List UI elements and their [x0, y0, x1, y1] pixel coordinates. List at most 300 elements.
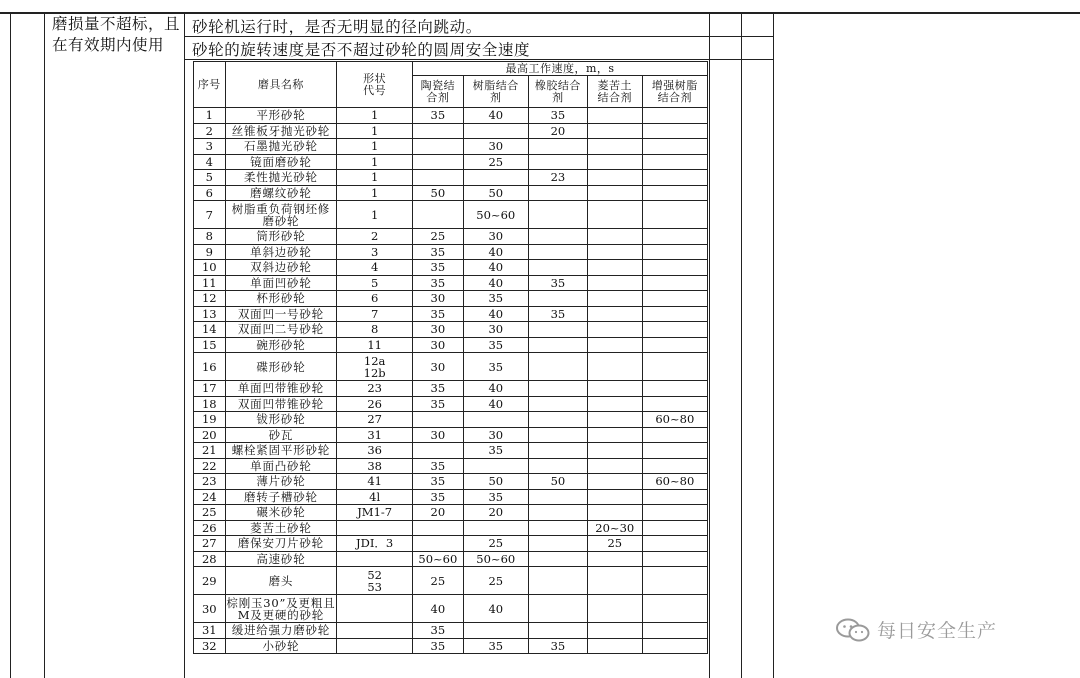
frame-line — [773, 12, 774, 678]
cell-resin: 20 — [463, 505, 528, 521]
cell-shape: 1 — [337, 108, 413, 124]
cell-magnesite — [587, 306, 642, 322]
table-row — [194, 595, 708, 623]
cell-name: 平形砂轮 — [225, 108, 337, 124]
cell-ceramic — [413, 154, 464, 170]
cell-name: 小砂轮 — [225, 638, 337, 654]
cell-resin: 35 — [463, 489, 528, 505]
cell-reinforced — [642, 381, 707, 397]
cell-ceramic: 30 — [413, 427, 464, 443]
cell-name: 单面凹带锥砂轮 — [225, 381, 337, 397]
cell-rubber — [528, 201, 587, 229]
header-rubber: 橡胶结合 剂 — [528, 76, 587, 108]
table-row — [194, 337, 708, 353]
wechat-icon — [835, 618, 871, 642]
cell-name: 丝锥板牙抛光砂轮 — [225, 123, 337, 139]
cell-resin — [463, 412, 528, 428]
cell-resin: 25 — [463, 536, 528, 552]
cell-resin: 50 — [463, 185, 528, 201]
cell-rubber: 20 — [528, 123, 587, 139]
cell-name: 双斜边砂轮 — [225, 260, 337, 276]
cell-reinforced — [642, 443, 707, 459]
cell-magnesite — [587, 322, 642, 338]
cell-magnesite: 20~30 — [587, 520, 642, 536]
cell-magnesite — [587, 185, 642, 201]
cell-magnesite — [587, 170, 642, 186]
cell-ceramic: 35 — [413, 638, 464, 654]
cell-rubber — [528, 427, 587, 443]
frame-line — [741, 12, 742, 678]
cell-no: 30 — [194, 595, 226, 623]
cell-name: 薄片砂轮 — [225, 474, 337, 490]
cell-no: 14 — [194, 322, 226, 338]
header-no: 序号 — [194, 62, 226, 108]
table-row — [194, 291, 708, 307]
cell-reinforced — [642, 567, 707, 595]
table-row — [194, 229, 708, 245]
cell-no: 23 — [194, 474, 226, 490]
cell-name: 双面凹二号砂轮 — [225, 322, 337, 338]
cell-resin: 30 — [463, 139, 528, 155]
cell-magnesite — [587, 427, 642, 443]
cell-rubber — [528, 520, 587, 536]
header-magnesite: 菱苦土 结合剂 — [587, 76, 642, 108]
cell-resin: 50 — [463, 474, 528, 490]
table-row — [194, 551, 708, 567]
cell-shape: 8 — [337, 322, 413, 338]
cell-rubber — [528, 458, 587, 474]
cell-rubber — [528, 381, 587, 397]
frame-line — [44, 12, 45, 678]
cell-reinforced — [642, 139, 707, 155]
cell-magnesite — [587, 154, 642, 170]
table-row — [194, 244, 708, 260]
cell-ceramic: 35 — [413, 306, 464, 322]
cell-resin — [463, 170, 528, 186]
cell-magnesite — [587, 201, 642, 229]
cell-magnesite — [587, 229, 642, 245]
cell-no: 21 — [194, 443, 226, 459]
cell-no: 27 — [194, 536, 226, 552]
cell-rubber — [528, 322, 587, 338]
cell-no: 13 — [194, 306, 226, 322]
cell-no: 22 — [194, 458, 226, 474]
cell-shape: 52 53 — [337, 567, 413, 595]
cell-resin: 35 — [463, 337, 528, 353]
cell-shape: 2 — [337, 229, 413, 245]
cell-magnesite — [587, 412, 642, 428]
cell-reinforced: 60~80 — [642, 412, 707, 428]
cell-no: 8 — [194, 229, 226, 245]
table-row — [194, 170, 708, 186]
cell-name: 树脂重负荷钢坯修磨砂轮 — [225, 201, 337, 229]
cell-magnesite: 25 — [587, 536, 642, 552]
cell-ceramic — [413, 139, 464, 155]
cell-reinforced — [642, 427, 707, 443]
cell-reinforced — [642, 275, 707, 291]
cell-magnesite — [587, 567, 642, 595]
table-row — [194, 322, 708, 338]
cell-reinforced — [642, 337, 707, 353]
header-name: 磨具名称 — [225, 62, 337, 108]
cell-no: 7 — [194, 201, 226, 229]
cell-magnesite — [587, 474, 642, 490]
cell-resin: 40 — [463, 244, 528, 260]
table-row — [194, 623, 708, 639]
header-speed-group: 最高工作速度，m，s — [413, 62, 708, 76]
cell-name: 磨头 — [225, 567, 337, 595]
cell-resin: 40 — [463, 108, 528, 124]
cell-rubber — [528, 244, 587, 260]
cell-shape: JM1-7 — [337, 505, 413, 521]
cell-reinforced — [642, 396, 707, 412]
table-row — [194, 520, 708, 536]
cell-name: 碗形砂轮 — [225, 337, 337, 353]
cell-name: 单斜边砂轮 — [225, 244, 337, 260]
cell-rubber: 35 — [528, 638, 587, 654]
cell-resin: 50~60 — [463, 551, 528, 567]
cell-no: 9 — [194, 244, 226, 260]
cell-name: 螺栓紧固平形砂轮 — [225, 443, 337, 459]
cell-resin: 40 — [463, 306, 528, 322]
cell-shape: 36 — [337, 443, 413, 459]
frame-line — [709, 12, 710, 678]
cell-reinforced — [642, 244, 707, 260]
header-shape: 形状 代号 — [337, 62, 413, 108]
cell-no: 15 — [194, 337, 226, 353]
cell-ceramic: 25 — [413, 567, 464, 595]
wheel-speed-table — [193, 61, 708, 654]
cell-name: 菱苦土砂轮 — [225, 520, 337, 536]
cell-name: 单面凸砂轮 — [225, 458, 337, 474]
cell-reinforced — [642, 595, 707, 623]
cell-shape: 6 — [337, 291, 413, 307]
cell-rubber — [528, 337, 587, 353]
cell-no: 16 — [194, 353, 226, 381]
cell-reinforced — [642, 551, 707, 567]
cell-name: 磨螺纹砂轮 — [225, 185, 337, 201]
cell-no: 2 — [194, 123, 226, 139]
cell-ceramic — [413, 123, 464, 139]
cell-rubber: 50 — [528, 474, 587, 490]
cell-reinforced — [642, 201, 707, 229]
cell-ceramic: 40 — [413, 595, 464, 623]
table-row — [194, 108, 708, 124]
cell-resin: 40 — [463, 260, 528, 276]
cell-no: 6 — [194, 185, 226, 201]
cell-ceramic: 35 — [413, 260, 464, 276]
cell-name: 筒形砂轮 — [225, 229, 337, 245]
table-row — [194, 260, 708, 276]
cell-ceramic: 50~60 — [413, 551, 464, 567]
cell-ceramic: 35 — [413, 108, 464, 124]
cell-reinforced: 60~80 — [642, 474, 707, 490]
cell-magnesite — [587, 623, 642, 639]
cell-magnesite — [587, 458, 642, 474]
cell-rubber — [528, 353, 587, 381]
cell-resin: 25 — [463, 567, 528, 595]
table-row — [194, 567, 708, 595]
cell-resin: 40 — [463, 381, 528, 397]
cell-magnesite — [587, 551, 642, 567]
cell-ceramic: 20 — [413, 505, 464, 521]
cell-shape: 5 — [337, 275, 413, 291]
table-row — [194, 154, 708, 170]
cell-rubber — [528, 551, 587, 567]
cell-resin: 35 — [463, 353, 528, 381]
cell-ceramic: 30 — [413, 322, 464, 338]
cell-no: 28 — [194, 551, 226, 567]
cell-no: 10 — [194, 260, 226, 276]
cell-resin: 35 — [463, 443, 528, 459]
cell-ceramic: 35 — [413, 489, 464, 505]
cell-reinforced — [642, 489, 707, 505]
cell-resin: 40 — [463, 275, 528, 291]
table-row — [194, 443, 708, 459]
frame-line — [184, 12, 185, 678]
cell-shape: 23 — [337, 381, 413, 397]
cell-shape: 27 — [337, 412, 413, 428]
cell-no: 31 — [194, 623, 226, 639]
cell-ceramic — [413, 520, 464, 536]
cell-name: 钹形砂轮 — [225, 412, 337, 428]
cell-name: 缓进给强力磨砂轮 — [225, 623, 337, 639]
cell-reinforced — [642, 353, 707, 381]
cell-ceramic — [413, 443, 464, 459]
cell-rubber — [528, 489, 587, 505]
cell-resin: 40 — [463, 595, 528, 623]
cell-resin — [463, 123, 528, 139]
cell-resin — [463, 623, 528, 639]
cell-name: 磨转子槽砂轮 — [225, 489, 337, 505]
cell-magnesite — [587, 505, 642, 521]
cell-ceramic: 35 — [413, 244, 464, 260]
cell-shape: 26 — [337, 396, 413, 412]
cell-reinforced — [642, 306, 707, 322]
cell-magnesite — [587, 489, 642, 505]
cell-name: 碟形砂轮 — [225, 353, 337, 381]
cell-no: 12 — [194, 291, 226, 307]
cell-reinforced — [642, 123, 707, 139]
cell-magnesite — [587, 595, 642, 623]
cell-no: 25 — [194, 505, 226, 521]
table-row — [194, 536, 708, 552]
cell-shape: 38 — [337, 458, 413, 474]
cell-ceramic: 30 — [413, 291, 464, 307]
cell-reinforced — [642, 108, 707, 124]
cell-ceramic: 50 — [413, 185, 464, 201]
cell-ceramic: 35 — [413, 458, 464, 474]
cell-no: 32 — [194, 638, 226, 654]
cell-ceramic: 30 — [413, 337, 464, 353]
table-row — [194, 638, 708, 654]
cell-reinforced — [642, 458, 707, 474]
cell-no: 24 — [194, 489, 226, 505]
cell-shape: 4l — [337, 489, 413, 505]
table-row — [194, 396, 708, 412]
cell-name: 棕刚玉30”及更粗且M及更硬的砂轮 — [226, 595, 336, 622]
cell-rubber — [528, 536, 587, 552]
cell-ceramic: 30 — [413, 353, 464, 381]
table-row — [194, 474, 708, 490]
table-row — [194, 458, 708, 474]
requirement-cell: 磨损量不超标，且在有效期内使用 — [52, 15, 181, 54]
cell-ceramic: 35 — [413, 381, 464, 397]
cell-name: 双面凹一号砂轮 — [225, 306, 337, 322]
cell-magnesite — [587, 123, 642, 139]
cell-resin: 25 — [463, 154, 528, 170]
cell-rubber — [528, 260, 587, 276]
cell-name: 杯形砂轮 — [225, 291, 337, 307]
cell-no: 26 — [194, 520, 226, 536]
cell-rubber — [528, 567, 587, 595]
cell-shape — [337, 520, 413, 536]
cell-reinforced — [642, 170, 707, 186]
check-item-speed: 砂轮的旋转速度是否不超过砂轮的圆周安全速度 — [192, 41, 531, 59]
cell-ceramic: 25 — [413, 229, 464, 245]
cell-resin — [463, 458, 528, 474]
cell-rubber — [528, 154, 587, 170]
cell-shape — [337, 595, 413, 623]
cell-rubber — [528, 396, 587, 412]
cell-magnesite — [587, 443, 642, 459]
cell-rubber — [528, 139, 587, 155]
cell-shape: 4 — [337, 260, 413, 276]
cell-shape: 1 — [337, 170, 413, 186]
cell-magnesite — [587, 638, 642, 654]
cell-shape — [337, 551, 413, 567]
cell-reinforced — [642, 638, 707, 654]
cell-rubber — [528, 229, 587, 245]
cell-rubber — [528, 185, 587, 201]
table-row — [194, 353, 708, 381]
cell-reinforced — [642, 185, 707, 201]
cell-name: 砂瓦 — [225, 427, 337, 443]
cell-rubber — [528, 505, 587, 521]
cell-resin: 30 — [463, 322, 528, 338]
cell-ceramic — [413, 201, 464, 229]
cell-reinforced — [642, 322, 707, 338]
cell-reinforced — [642, 291, 707, 307]
header-reinforced: 增强树脂 结合剂 — [642, 76, 707, 108]
cell-magnesite — [587, 108, 642, 124]
cell-shape: 1 — [337, 154, 413, 170]
cell-magnesite — [587, 381, 642, 397]
cell-reinforced — [642, 520, 707, 536]
cell-no: 18 — [194, 396, 226, 412]
cell-name: 柔性抛光砂轮 — [225, 170, 337, 186]
cell-shape: 1 — [337, 123, 413, 139]
table-row — [194, 505, 708, 521]
cell-no: 5 — [194, 170, 226, 186]
cell-resin: 35 — [463, 291, 528, 307]
cell-name: 磨保安刀片砂轮 — [225, 536, 337, 552]
cell-resin — [463, 520, 528, 536]
cell-name: 碾米砂轮 — [225, 505, 337, 521]
cell-resin: 40 — [463, 396, 528, 412]
cell-magnesite — [587, 291, 642, 307]
cell-name: 镜面磨砂轮 — [225, 154, 337, 170]
cell-no: 11 — [194, 275, 226, 291]
cell-reinforced — [642, 536, 707, 552]
cell-no: 4 — [194, 154, 226, 170]
cell-shape: JDI．3 — [337, 536, 413, 552]
cell-rubber — [528, 595, 587, 623]
table-row — [194, 306, 708, 322]
cell-no: 1 — [194, 108, 226, 124]
frame-line — [10, 12, 11, 678]
check-item-runout: 砂轮机运行时，是否无明显的径向跳动。 — [192, 18, 482, 36]
cell-shape: 7 — [337, 306, 413, 322]
cell-rubber — [528, 291, 587, 307]
cell-shape: 12a 12b — [337, 353, 413, 381]
cell-reinforced — [642, 623, 707, 639]
table-row — [194, 185, 708, 201]
cell-reinforced — [642, 505, 707, 521]
cell-ceramic: 35 — [413, 275, 464, 291]
cell-magnesite — [587, 275, 642, 291]
cell-rubber: 23 — [528, 170, 587, 186]
cell-name: 单面凹砂轮 — [225, 275, 337, 291]
cell-no: 29 — [194, 567, 226, 595]
header-ceramic: 陶瓷结 合剂 — [413, 76, 464, 108]
cell-magnesite — [587, 396, 642, 412]
cell-ceramic: 35 — [413, 474, 464, 490]
cell-shape: 1 — [337, 185, 413, 201]
cell-magnesite — [587, 260, 642, 276]
table-row — [194, 201, 708, 229]
header-resin: 树脂结合 剂 — [463, 76, 528, 108]
table-row — [194, 381, 708, 397]
cell-resin: 50~60 — [463, 201, 528, 229]
cell-name: 石墨抛光砂轮 — [225, 139, 337, 155]
cell-ceramic: 35 — [413, 623, 464, 639]
cell-rubber — [528, 623, 587, 639]
table-row — [194, 139, 708, 155]
cell-reinforced — [642, 154, 707, 170]
cell-name: 双面凹带锥砂轮 — [225, 396, 337, 412]
cell-reinforced — [642, 229, 707, 245]
cell-shape: 1 — [337, 139, 413, 155]
cell-shape: 1 — [337, 201, 413, 229]
cell-magnesite — [587, 337, 642, 353]
watermark — [835, 616, 997, 643]
cell-resin: 35 — [463, 638, 528, 654]
cell-rubber: 35 — [528, 275, 587, 291]
cell-ceramic — [413, 536, 464, 552]
cell-shape: 11 — [337, 337, 413, 353]
cell-magnesite — [587, 139, 642, 155]
cell-shape: 41 — [337, 474, 413, 490]
watermark-text: 每日安全生产 — [877, 620, 998, 642]
table-row — [194, 489, 708, 505]
table-row — [194, 123, 708, 139]
cell-name: 高速砂轮 — [225, 551, 337, 567]
cell-magnesite — [587, 244, 642, 260]
cell-rubber — [528, 443, 587, 459]
cell-shape: 3 — [337, 244, 413, 260]
cell-ceramic: 35 — [413, 396, 464, 412]
cell-no: 3 — [194, 139, 226, 155]
cell-resin: 30 — [463, 229, 528, 245]
cell-rubber: 35 — [528, 108, 587, 124]
cell-shape — [337, 623, 413, 639]
cell-rubber: 35 — [528, 306, 587, 322]
table-row — [194, 275, 708, 291]
cell-no: 19 — [194, 412, 226, 428]
cell-reinforced — [642, 260, 707, 276]
cell-shape: 31 — [337, 427, 413, 443]
